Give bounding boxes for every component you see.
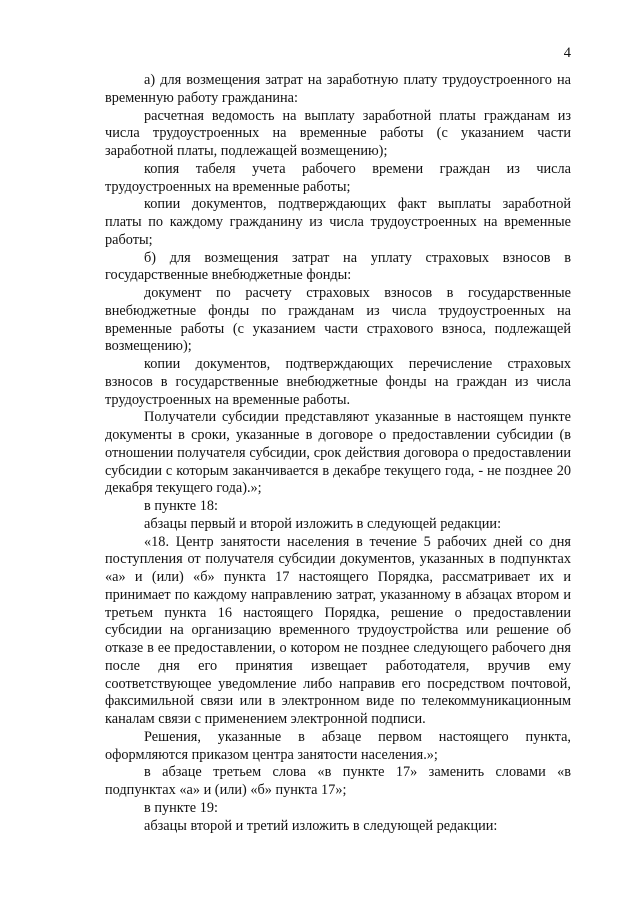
paragraph-point-18-text: «18. Центр занятости населения в течение 5 рабочих дней со дня поступления от получателя субсидии документов, указанных в подпунктах «а» и (или) «б» пункта 17 настоящего Порядка, рассматривает их и принимает по каждому направлению затрат, указанному в абзацах втором и третьем пункта 16 настоящего Порядка, решение о предоставлении субсидии на организацию временного трудоустройства или решение об отказе в ее предоставлении, о котором не позднее следующего рабочего дня после дня его принятия извещает работодателя, вручив ему соответствующее уведомление либо направив его посредством почтовой, факсимильной связи или в электронном виде по телекоммуникационным каналам связи с применением электронной подписи. — [105, 533, 571, 727]
document-body — [105, 72, 571, 835]
paragraph-payroll-statement: расчетная ведомость на выплату заработной платы гражданам из числа трудоустроенных на временные работы (с указанием части заработной платы, подлежащей возмещению); — [105, 107, 571, 159]
paragraph-submission-deadline: Получатели субсидии представляют указанные в настоящем пункте документы в сроки, указанные в договоре о предоставлении субсидии (в отношении получателя субсидии, срок действия договора о предоставлении субсидии с которым заканчивается в декабре текущего года, - не позднее 20 декабря текущего года).»; — [105, 409, 571, 497]
paragraph-insurance-transfer-documents: копии документов, подтверждающих перечисление страховых взносов в государственные внебюджетные фонды на граждан из числа трудоустроенных на временные работы. — [105, 356, 571, 408]
paragraph-insurance-calculation: документ по расчету страховых взносов в государственные внебюджетные фонды по гражданам из числа трудоустроенных на временные работы (с указанием части страхового взноса, подлежащей возмещению); — [105, 285, 571, 355]
paragraph-payment-documents: копии документов, подтверждающих факт выплаты заработной платы по каждому гражданину из числа трудоустроенных на временные работы; — [105, 196, 571, 248]
paragraph-replace-words: в абзаце третьем слова «в пункте 17» заменить словами «в подпунктах «а» и (или) «б» пункта 17»; — [105, 764, 571, 798]
paragraph-timesheet-copy: копия табеля учета рабочего времени граждан из числа трудоустроенных на временные работы; — [105, 160, 571, 195]
paragraph-point-19-instruction: абзацы второй и третий изложить в следующей редакции: — [144, 817, 498, 834]
paragraph-point-18-instruction: абзацы первый и второй изложить в следующей редакции: — [144, 515, 502, 532]
paragraph-subpoint-b: б) для возмещения затрат на уплату страховых взносов в государственные внебюджетные фонды: — [105, 249, 571, 284]
paragraph-decisions: Решения, указанные в абзаце первом настоящего пункта, оформляются приказом центра занятости населения.»; — [105, 728, 571, 763]
paragraph-subpoint-a: а) для возмещения затрат на заработную плату трудоустроенного на временную работу гражданина: — [105, 72, 571, 106]
page-number: 4 — [563, 45, 571, 61]
paragraph-point-18-heading: в пункте 18: — [144, 498, 218, 514]
paragraph-point-19-heading: в пункте 19: — [144, 799, 218, 816]
